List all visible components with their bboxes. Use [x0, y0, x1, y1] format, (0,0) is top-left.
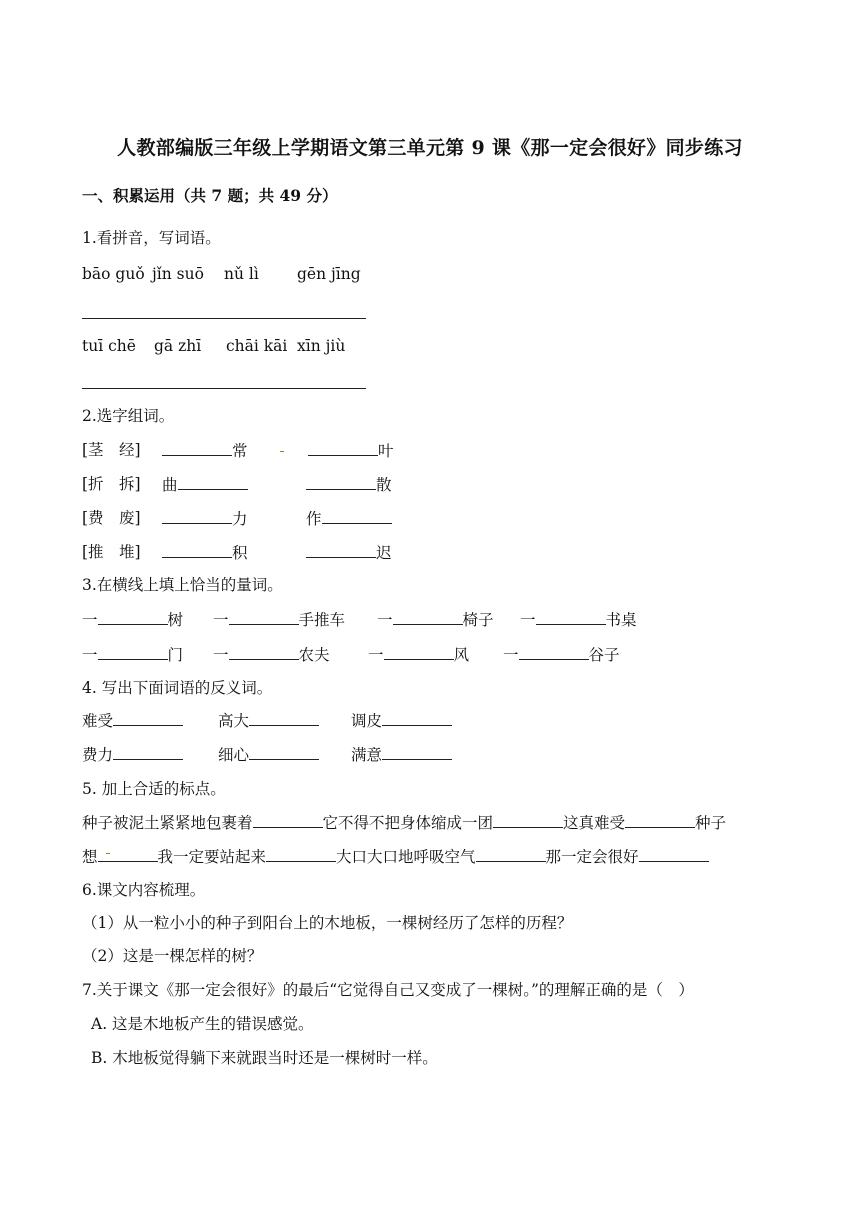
- punctuation-sentence-2: 想 我一定要站起来 大口大口地呼吸空气 那一定会很好: [82, 846, 709, 867]
- answer-blank[interactable]: [308, 440, 378, 456]
- answer-blank[interactable]: [393, 609, 463, 625]
- pinyin-item: nǔ lì: [224, 265, 259, 283]
- fill-item: 迟: [306, 542, 392, 563]
- answer-blank[interactable]: [306, 474, 376, 490]
- section-heading: 一、积累运用（共 7 题；共 49 分）: [82, 186, 338, 205]
- fill-item: 常: [162, 440, 248, 461]
- answer-blank[interactable]: [382, 744, 452, 760]
- pinyin-item: bāo guǒ: [82, 265, 145, 283]
- char-choice: [折 拆]: [82, 475, 141, 493]
- measure-word-item: 一 谷子: [503, 646, 620, 664]
- measure-word-item: 一 门: [82, 646, 184, 664]
- answer-blank[interactable]: [98, 846, 158, 862]
- answer-blank[interactable]: [519, 644, 589, 660]
- q7-option-b[interactable]: B. 木地板觉得躺下来就跟当时还是一棵树时一样。: [91, 1049, 438, 1067]
- q4-prompt: 4. 写出下面词语的反义词。: [82, 679, 273, 697]
- fill-item: 曲: [162, 474, 248, 495]
- answer-blank[interactable]: [384, 644, 454, 660]
- answer-blank[interactable]: [249, 744, 319, 760]
- q1-prompt: 1.看拼音，写词语。: [82, 229, 221, 247]
- measure-word-item: 一 手推车: [213, 611, 346, 629]
- answer-blank[interactable]: [113, 744, 183, 760]
- stray-mark: [106, 853, 110, 854]
- measure-word-item: 一 树: [82, 611, 184, 629]
- char-choice: [费 废]: [82, 509, 141, 527]
- answer-blank[interactable]: [639, 846, 709, 862]
- measure-word-item: 一 椅子: [377, 611, 494, 629]
- answer-blank[interactable]: [229, 644, 299, 660]
- answer-blank[interactable]: [625, 812, 695, 828]
- answer-blank[interactable]: [162, 508, 232, 524]
- answer-blank[interactable]: [382, 710, 452, 726]
- answer-blank[interactable]: [98, 644, 168, 660]
- q6-prompt: 6.课文内容梳理。: [82, 881, 206, 899]
- measure-word-item: 一 风: [368, 646, 470, 664]
- fill-item: 作: [306, 508, 392, 529]
- answer-blank[interactable]: [476, 846, 546, 862]
- antonym-item: 细心: [218, 744, 319, 765]
- answer-blank[interactable]: [493, 812, 563, 828]
- answer-blank[interactable]: [162, 440, 232, 456]
- fill-item: 叶: [308, 440, 394, 461]
- q6-subquestion-2: （2）这是一棵怎样的树？: [82, 947, 263, 965]
- pinyin-item: tuī chē: [82, 337, 136, 355]
- stray-mark: [280, 451, 284, 452]
- q5-prompt: 5. 加上合适的标点。: [82, 780, 226, 798]
- pinyin-item: jǐn suō: [152, 265, 204, 283]
- answer-blank[interactable]: [249, 710, 319, 726]
- answer-line[interactable]: [82, 318, 366, 319]
- answer-line[interactable]: [82, 388, 366, 389]
- pinyin-item: xīn jiù: [297, 337, 346, 355]
- measure-word-item: 一 书桌: [520, 611, 637, 629]
- answer-blank[interactable]: [322, 508, 392, 524]
- antonym-item: 满意: [351, 744, 452, 765]
- pinyin-item: chāi kāi: [226, 337, 288, 355]
- char-choice: [茎 经]: [82, 441, 141, 459]
- q7-option-a[interactable]: A. 这是木地板产生的错误感觉。: [91, 1015, 314, 1033]
- q7-prompt: 7.关于课文《那一定会很好》的最后“它觉得自己又变成了一棵树。”的理解正确的是（ ）: [82, 981, 694, 999]
- pinyin-item: gā zhī: [154, 337, 202, 355]
- answer-blank[interactable]: [162, 542, 232, 558]
- antonym-item: 调皮: [351, 710, 452, 731]
- punctuation-sentence-1: 种子被泥土紧紧地包裹着 它不得不把身体缩成一团 这真难受 种子: [82, 814, 727, 832]
- pinyin-item: gēn jīng: [297, 265, 361, 283]
- antonym-item: 费力: [82, 744, 183, 765]
- fill-item: 积: [162, 542, 248, 563]
- answer-blank[interactable]: [306, 542, 376, 558]
- antonym-item: 高大: [218, 710, 319, 731]
- fill-item: 力: [162, 508, 248, 529]
- fill-item: 散: [306, 474, 392, 495]
- answer-blank[interactable]: [178, 474, 248, 490]
- answer-blank[interactable]: [98, 609, 168, 625]
- char-choice: [推 堆]: [82, 543, 141, 561]
- q3-prompt: 3.在横线上填上恰当的量词。: [82, 576, 283, 594]
- measure-word-item: 一 农夫: [213, 646, 330, 664]
- page-title: 人教部编版三年级上学期语文第三单元第 9 课《那一定会很好》同步练习: [117, 137, 743, 159]
- answer-blank[interactable]: [536, 609, 606, 625]
- answer-blank[interactable]: [266, 846, 336, 862]
- answer-blank[interactable]: [113, 710, 183, 726]
- answer-blank[interactable]: [229, 609, 299, 625]
- q2-prompt: 2.选字组词。: [82, 407, 175, 425]
- answer-blank[interactable]: [253, 812, 323, 828]
- q6-subquestion-1: （1）从一粒小小的种子到阳台上的木地板，一棵树经历了怎样的历程？: [82, 914, 573, 932]
- antonym-item: 难受: [82, 710, 183, 731]
